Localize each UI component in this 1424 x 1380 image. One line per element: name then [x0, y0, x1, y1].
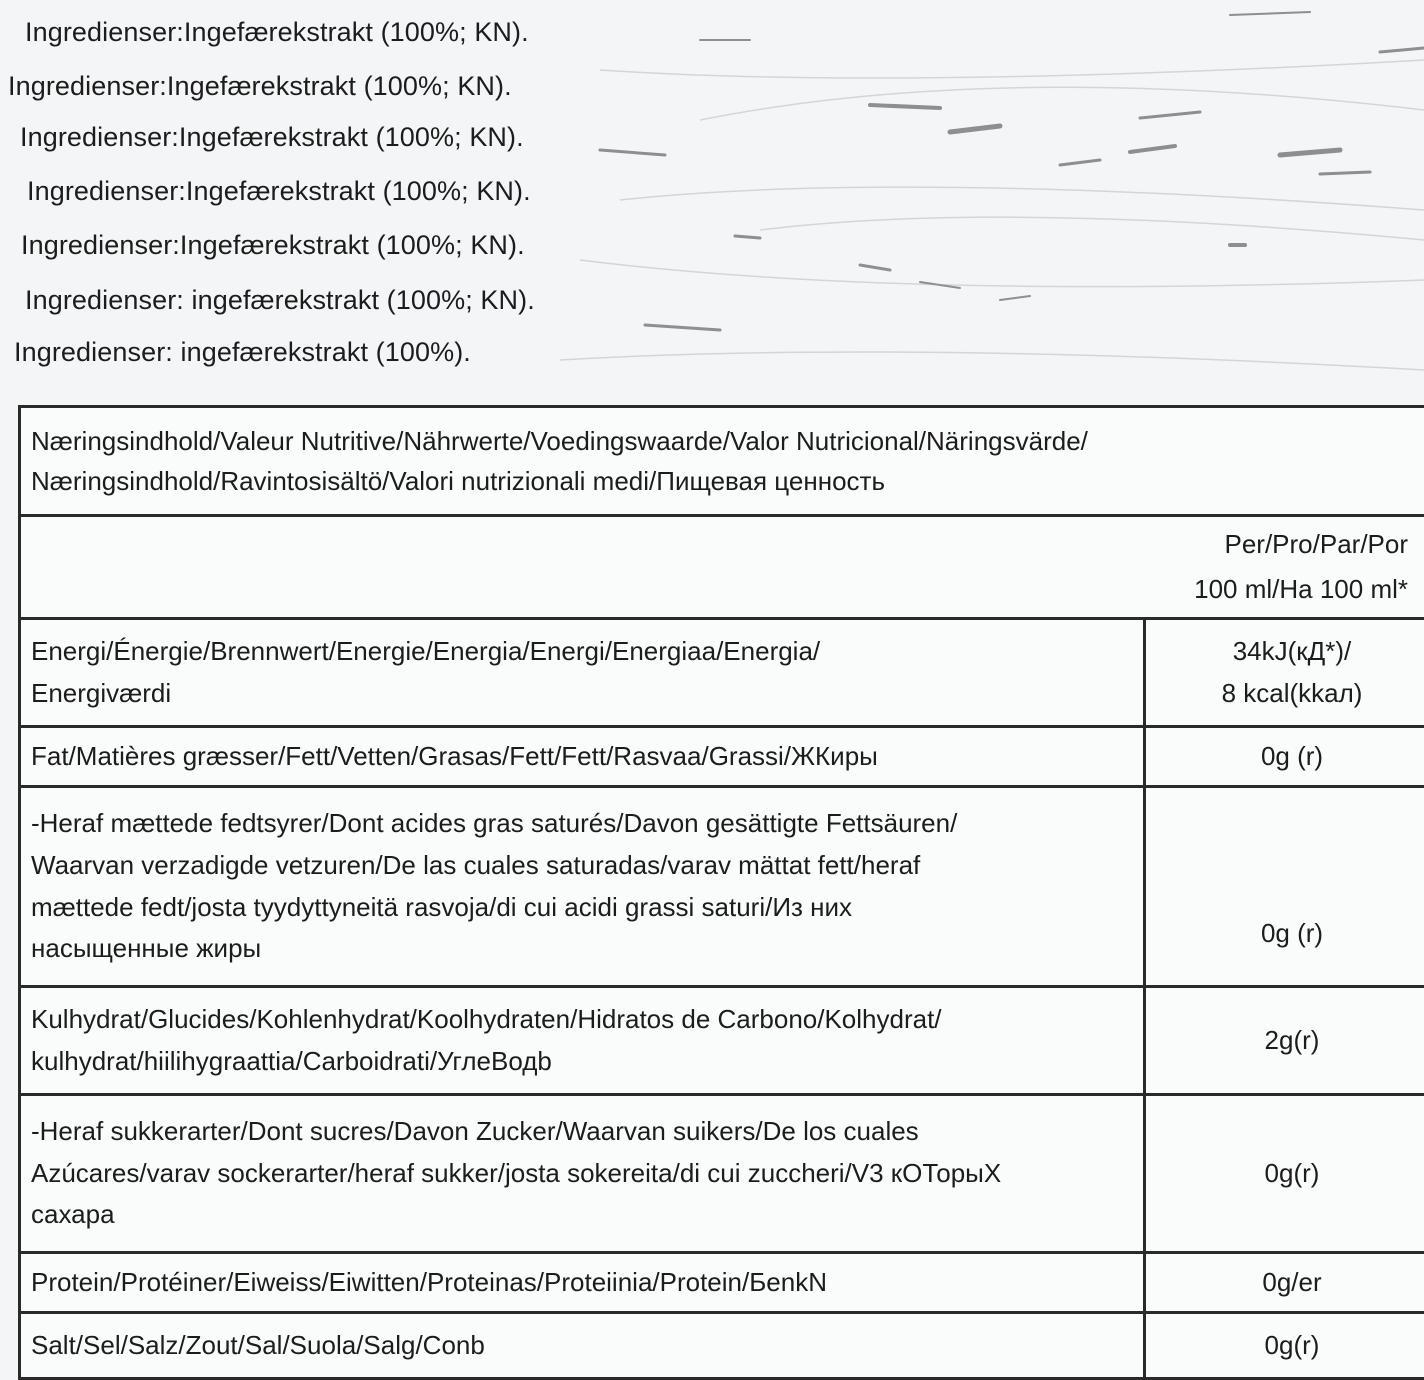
energy-label [20, 619, 1145, 727]
salt-value [1145, 1313, 1424, 1379]
protein-value [1145, 1253, 1424, 1313]
ingredients-line: Ingredienser:Ingefærekstrakt (100%; KN). [21, 230, 525, 261]
ingredients-line: Ingredienser: ingefærekstrakt (100%; KN). [25, 285, 535, 316]
nutrition-title-row [20, 407, 1424, 516]
fat-label [20, 727, 1145, 787]
sugars-value [1145, 1095, 1424, 1253]
row-protein [20, 1253, 1424, 1313]
per-100ml-row [20, 516, 1424, 619]
ingredients-line: Ingredienser:Ingefærekstrakt (100%; KN). [20, 122, 524, 153]
label-line: Fat/Matières græsser/Fett/Vetten/Grasas/Fett/Fett/Rasvaa/Grassi/ЖКиры [31, 736, 1133, 778]
row-salt [20, 1313, 1424, 1379]
label-line: Azúcares/varav sockerarter/heraf sukker/josta sokereita/di cui zuccheri/V3 кОТорыХ [31, 1153, 1133, 1195]
row-carbohydrate [20, 987, 1424, 1095]
label-line: сахара [31, 1194, 1133, 1236]
label-line: Waarvan verzadigde vetzuren/De las cuales saturadas/varav mättat fett/heraf [31, 845, 1133, 887]
label-line: -Heraf mættede fedtsyrer/Dont acides gras saturés/Davon gesättigte Fettsäuren/ [31, 803, 1133, 845]
ingredients-line: Ingredienser:Ingefærekstrakt (100%; KN). [8, 71, 512, 102]
carbohydrate-value [1145, 987, 1424, 1095]
value-line: 8 kcal(kkaл) [1156, 673, 1424, 715]
value-line: 0g/er [1156, 1262, 1424, 1304]
nutrition-title [20, 407, 1424, 516]
sugars-label [20, 1095, 1145, 1253]
label-line: mættede fedt/josta tyydyttyneitä rasvoja/di cui acidi grassi saturi/Из них [31, 887, 1133, 929]
ingredients-line: Ingredienser:Ingefærekstrakt (100%; KN). [25, 17, 529, 48]
carbohydrate-label [20, 987, 1145, 1095]
value-line: 34kJ(кД*)/ [1156, 631, 1424, 673]
value-line: 2g(r) [1156, 1020, 1424, 1062]
label-line: Protein/Protéiner/Eiweiss/Eiwitten/Proteinas/Proteiinia/Protein/БenkN [31, 1262, 1133, 1304]
saturated-fat-label [20, 787, 1145, 987]
label-line: -Heraf sukkerarter/Dont sucres/Davon Zucker/Waarvan suikers/De los cuales [31, 1111, 1133, 1153]
row-energy [20, 619, 1424, 727]
value-line: 0g(r) [1156, 1325, 1424, 1367]
salt-label [20, 1313, 1145, 1379]
label-line: Energiværdi [31, 673, 1133, 715]
label-line: Energi/Énergie/Brennwert/Energie/Energia/Energi/Energiaa/Energia/ [31, 631, 1133, 673]
label-line: насыщенные жиры [31, 928, 1133, 970]
ingredients-line: Ingredienser: ingefærekstrakt (100%). [14, 337, 471, 368]
nutrition-title-line: Næringsindhold/Valeur Nutritive/Nährwerte/Voedingswaarde/Valor Nutricional/Näringsvärde/ [31, 421, 1424, 461]
per-label: Per/Pro/Par/Por [31, 522, 1408, 568]
value-line: 0g (r) [1156, 736, 1424, 778]
row-sugars [20, 1095, 1424, 1253]
saturated-fat-value [1145, 787, 1424, 987]
per-amount: 100 ml/Ha 100 ml* [31, 567, 1408, 613]
fat-value [1145, 727, 1424, 787]
value-line: 0g (r) [1156, 913, 1424, 955]
nutrition-table [18, 405, 1424, 1380]
row-saturated-fat [20, 787, 1424, 987]
energy-value [1145, 619, 1424, 727]
row-fat [20, 727, 1424, 787]
ingredients-line: Ingredienser:Ingefærekstrakt (100%; KN). [27, 176, 531, 207]
label-line: kulhydrat/hiilihygraattia/Carboidrati/УглеВодb [31, 1041, 1133, 1083]
value-line: 0g(r) [1156, 1153, 1424, 1195]
protein-label [20, 1253, 1145, 1313]
label-line: Kulhydrat/Glucides/Kohlenhydrat/Koolhydraten/Hidratos de Carbono/Kolhydrat/ [31, 999, 1133, 1041]
label-line: Salt/Sel/Salz/Zout/Sal/Suola/Salg/Conb [31, 1325, 1133, 1367]
nutrition-title-line: Næringsindhold/Ravintosisältö/Valori nutrizionali medi/Пищевая ценность [31, 461, 1424, 501]
per-100ml-cell [20, 516, 1424, 619]
